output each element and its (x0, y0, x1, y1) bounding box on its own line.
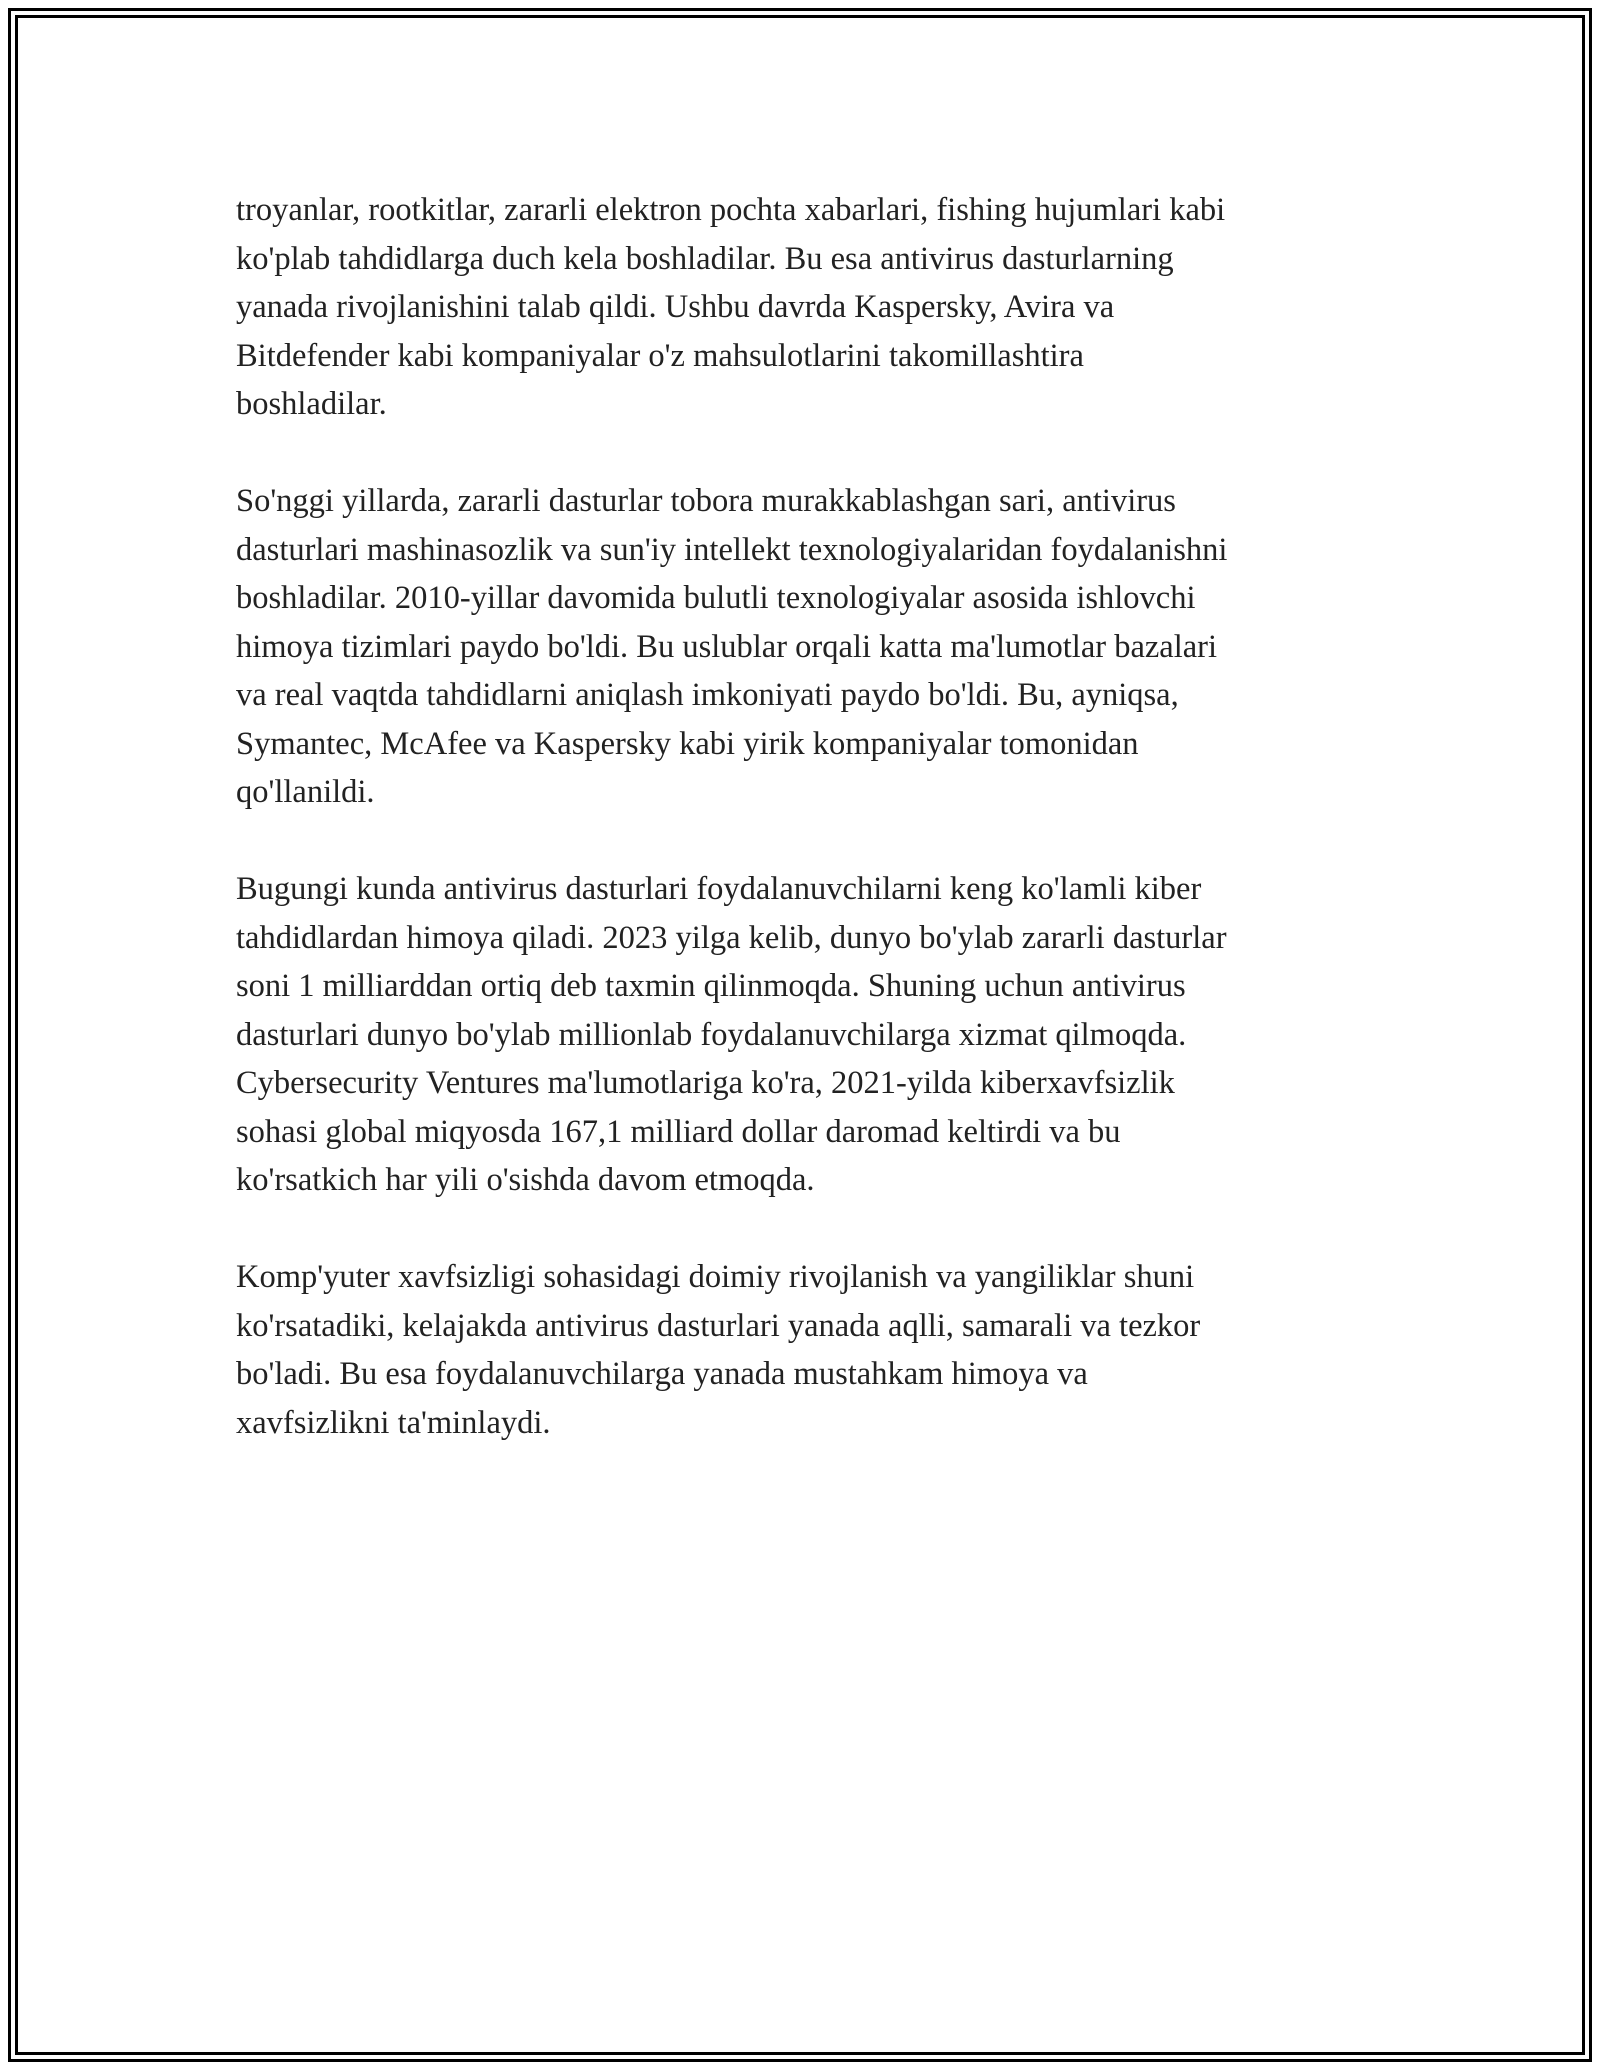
paragraph-4: Komp'yuter xavfsizligi sohasidagi doimiy rivojlanish va yangiliklar shuni ko'rsatadiki, kelajakda antivirus dasturlari yanada aqlli, samarali va tezkor bo'ladi. Bu esa foydalanuvchilarga yanada mustahkam himoya va xavfsizlikni ta'minlaydi. (236, 1259, 1201, 1441)
paragraph-2: So'nggi yillarda, zararli dasturlar tobora murakkablashgan sari, antivirus dasturlari mashinasozlik va sun'iy intellekt texnologiyalaridan foydalanishni boshladilar. 2010-yillar davomida bulutli texnologiyalar asosida ishlovchi himoya tizimlari paydo bo'ldi. Bu uslublar orqali katta ma'lumotlar bazalari va real vaqtda tahdidlarni aniqlash imkoniyati paydo bo'ldi. Bu, ayniqsa, Symantec, McAfee va Kaspersky kabi yirik kompaniyalar tomonidan qo'llanildi. (236, 483, 1228, 810)
paragraph-1: troyanlar, rootkitlar, zararli elektron pochta xabarlari, fishing hujumlari kabi ko'plab tahdidlarga duch kela boshladilar. Bu esa antivirus dasturlarning yanada rivojlanishini talab qildi. Ushbu davrda Kaspersky, Avira va Bitdefender kabi kompaniyalar o'z mahsulotlarini takomillashtira boshladilar. (236, 192, 1226, 422)
document-body (236, 186, 1376, 1496)
paragraph-3: Bugungi kunda antivirus dasturlari foydalanuvchilarni keng ko'lamli kiber tahdidlardan himoya qiladi. 2023 yilga kelib, dunyo bo'ylab zararli dasturlar soni 1 milliarddan ortiq deb taxmin qilinmoqda. Shuning uchun antivirus dasturlari dunyo bo'ylab millionlab foydalanuvchilarga xizmat qilmoqda. Cybersecurity Ventures ma'lumotlariga ko'ra, 2021-yilda kiberxavfsizlik sohasi global miqyosda 167,1 milliard dollar daromad keltirdi va bu ko'rsatkich har yili o'sishda davom etmoqda. (236, 871, 1227, 1198)
